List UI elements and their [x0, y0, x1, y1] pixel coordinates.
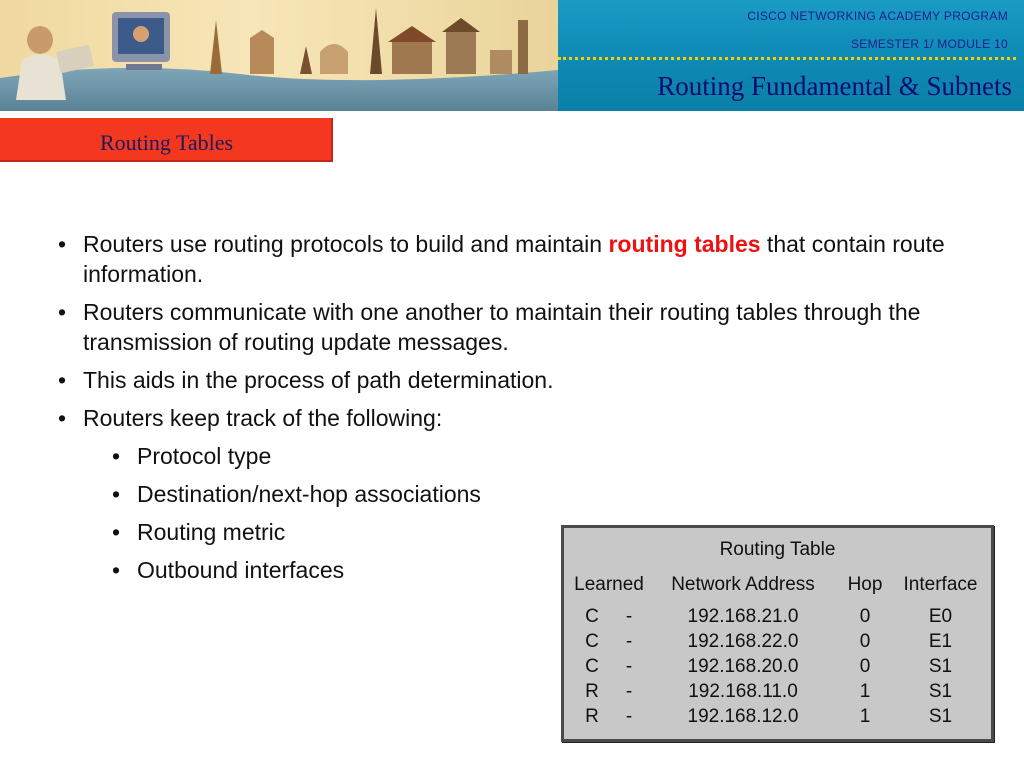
routing-table-panel: [561, 525, 994, 742]
interface-cell: S1: [928, 655, 953, 677]
bullet-text: Routers communicate with one another to maintain their routing tables through the transmission of routing update messages.: [83, 299, 921, 355]
interface-cell: E0: [928, 605, 953, 627]
learned-separator: -: [625, 705, 633, 727]
bullet-text: This aids in the process of path determination.: [83, 367, 554, 393]
interface-cell: E1: [928, 630, 953, 652]
learned-cell: [568, 654, 650, 679]
network-cell: 192.168.22.0: [687, 630, 799, 652]
learned-cell: [568, 679, 650, 704]
routing-table: [568, 572, 987, 729]
routing-table-title: Routing Table: [719, 539, 836, 560]
bullet-text-continued: that contain route information.: [83, 231, 945, 287]
bullet-dot-icon: •: [58, 231, 67, 257]
network-cell: 192.168.12.0: [687, 705, 799, 727]
course-title: Routing Fundamental & Subnets: [657, 71, 1012, 101]
hop-cell: 0: [859, 630, 871, 652]
dotted-divider: [558, 57, 1016, 60]
learned-code: C: [585, 605, 599, 627]
hop-cell: 0: [859, 655, 871, 677]
sub-bullet-item: [112, 441, 998, 471]
network-cell: 192.168.20.0: [687, 655, 799, 677]
bullet-item: [58, 297, 998, 357]
learned-separator: -: [625, 655, 633, 677]
table-header-row: [568, 572, 987, 598]
bullet-dot-icon: •: [112, 519, 121, 545]
network-cell: 192.168.21.0: [687, 605, 799, 627]
bullet-dot-icon: •: [58, 405, 67, 431]
module-name: SEMESTER 1/ MODULE 10: [850, 37, 1008, 51]
column-header-interface: Interface: [903, 574, 978, 595]
network-cell: 192.168.11.0: [688, 680, 798, 702]
learned-code: R: [585, 705, 599, 727]
sub-bullet-text: Outbound interfaces: [137, 557, 345, 583]
program-name: CISCO NETWORKING ACADEMY PROGRAM: [747, 9, 1008, 23]
hop-cell: 1: [859, 680, 871, 702]
bullet-dot-icon: •: [112, 481, 121, 507]
learned-cell: [568, 704, 650, 729]
learned-separator: -: [625, 630, 633, 652]
sub-bullet-text: Protocol type: [137, 443, 272, 469]
interface-cell: S1: [928, 705, 953, 727]
learned-code: C: [585, 630, 599, 652]
bullet-item: [58, 365, 998, 395]
bullet-dot-icon: •: [112, 443, 121, 469]
table-row: [568, 598, 987, 629]
sub-bullet-text: Destination/next-hop associations: [137, 481, 481, 507]
bullet-text: Routers use routing protocols to build and maintain: [83, 231, 609, 257]
bullet-item: [58, 229, 998, 289]
learned-code: R: [585, 680, 599, 702]
header-banner: [0, 0, 1024, 111]
bullet-item: [58, 403, 998, 433]
table-row: [568, 704, 987, 729]
learned-cell: [568, 598, 650, 629]
bullet-dot-icon: •: [112, 557, 121, 583]
learned-cell: [568, 629, 650, 654]
section-title: Routing Tables: [99, 130, 234, 155]
learned-code: C: [585, 655, 599, 677]
bullet-dot-icon: •: [58, 367, 67, 393]
hop-cell: 1: [859, 705, 871, 727]
bullet-dot-icon: •: [58, 299, 67, 325]
learned-separator: -: [625, 680, 633, 702]
table-row: [568, 629, 987, 654]
interface-cell: S1: [928, 680, 953, 702]
sub-bullet-text: Routing metric: [137, 519, 286, 545]
learned-separator: -: [625, 605, 633, 627]
hop-cell: 0: [859, 605, 871, 627]
bullet-text: Routers keep track of the following:: [83, 405, 443, 431]
column-header-hop: Hop: [847, 574, 883, 595]
table-row: [568, 654, 987, 679]
table-row: [568, 679, 987, 704]
world-landmarks-illustration-icon: [0, 0, 558, 111]
column-header-network-address: Network Address: [671, 574, 815, 595]
section-tab: [0, 118, 333, 162]
sub-bullet-item: [112, 479, 998, 509]
column-header-learned: Learned: [574, 574, 644, 595]
highlighted-term: routing tables: [608, 231, 761, 257]
